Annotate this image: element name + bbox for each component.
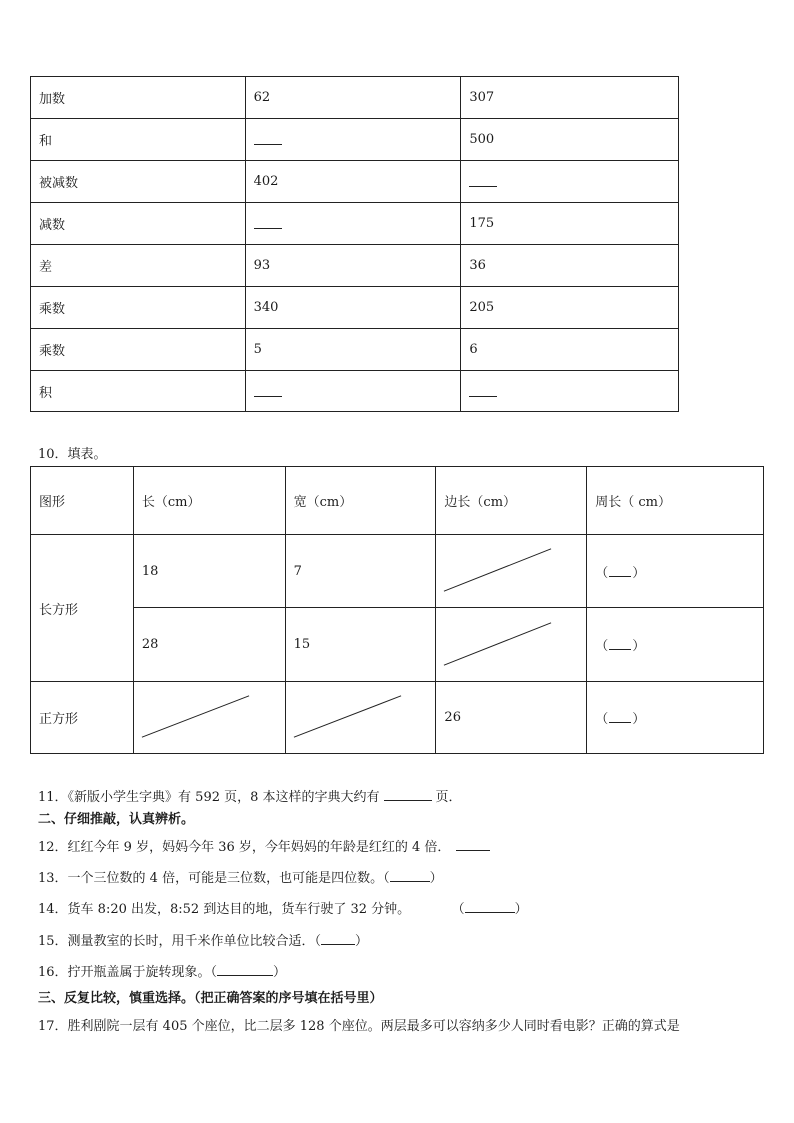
square-length-slash bbox=[133, 682, 285, 754]
q16 bbox=[38, 961, 286, 980]
calc-table-row bbox=[31, 287, 679, 329]
answer-blank[interactable] bbox=[461, 371, 679, 412]
header-length: 长（cm） bbox=[133, 467, 285, 535]
calc-table bbox=[30, 76, 679, 412]
answer-blank[interactable] bbox=[461, 161, 679, 203]
cell-value: 205 bbox=[461, 287, 679, 329]
row-label: 被减数 bbox=[31, 161, 246, 203]
calc-table-row bbox=[31, 371, 679, 412]
cell-value: 6 bbox=[461, 329, 679, 371]
q11-answer-blank[interactable] bbox=[384, 788, 432, 801]
row-label: 减数 bbox=[31, 203, 246, 245]
q17: 17．胜利剧院一层有 405 个座位，比二层多 128 个座位。两层最多可以容纳多少人同时看电影？正确的算式是 bbox=[38, 1019, 680, 1034]
section-3-heading: 三、反复比较，慎重选择。（把正确答案的序号填在括号里） bbox=[38, 991, 383, 1006]
cell-value: 340 bbox=[245, 287, 461, 329]
header-shape: 图形 bbox=[31, 467, 134, 535]
row-label: 乘数 bbox=[31, 329, 246, 371]
rect1-width: 7 bbox=[285, 535, 436, 608]
rect2-width: 15 bbox=[285, 608, 436, 682]
row-label: 乘数 bbox=[31, 287, 246, 329]
cell-value: 93 bbox=[245, 245, 461, 287]
q12-text: 12．红红今年 9 岁，妈妈今年 36 岁，今年妈妈的年龄是红红的 4 倍． bbox=[38, 840, 451, 855]
q13-paren-close: ） bbox=[429, 871, 443, 886]
q15-paren-close: ） bbox=[355, 934, 369, 949]
q15-text: 15．测量教室的长时，用千米作单位比较合适．（ bbox=[38, 934, 322, 949]
q13-text: 13．一个三位数的 4 倍，可能是三位数，也可能是四位数。（ bbox=[38, 871, 390, 886]
paren-close: ） bbox=[632, 639, 646, 654]
calc-table-row bbox=[31, 245, 679, 287]
rect1-length: 18 bbox=[133, 535, 285, 608]
answer-blank[interactable] bbox=[245, 203, 461, 245]
paren-open: （ bbox=[595, 639, 609, 654]
q11-text: 11．《新版小学生字典》有 592 页，8 本这样的字典大约有 bbox=[38, 790, 380, 805]
rect2-perimeter-blank[interactable] bbox=[587, 608, 764, 682]
header-perimeter: 周长（ cm） bbox=[587, 467, 764, 535]
q13 bbox=[38, 867, 443, 886]
q14 bbox=[38, 898, 528, 917]
header-width: 宽（cm） bbox=[285, 467, 436, 535]
rect1-side-slash bbox=[436, 535, 587, 608]
rect2-length: 28 bbox=[133, 608, 285, 682]
cell-value: 500 bbox=[461, 119, 679, 161]
section-2-heading: 二、仔细推敲，认真辨析。 bbox=[38, 812, 195, 827]
calc-table-row bbox=[31, 161, 679, 203]
row-label: 积 bbox=[31, 371, 246, 412]
paren-open: （ bbox=[595, 565, 609, 581]
cell-value: 36 bbox=[461, 245, 679, 287]
q14-answer-blank[interactable] bbox=[465, 900, 515, 913]
square-perimeter-blank[interactable] bbox=[587, 682, 764, 754]
rect1-perimeter-blank[interactable] bbox=[587, 535, 764, 608]
shape-table bbox=[30, 466, 764, 754]
paren-close: ） bbox=[632, 565, 646, 581]
row-label: 和 bbox=[31, 119, 246, 161]
paren-close: ） bbox=[632, 712, 646, 727]
rect2-side-slash bbox=[436, 608, 587, 682]
cell-value: 5 bbox=[245, 329, 461, 371]
q15-answer-blank[interactable] bbox=[321, 932, 355, 945]
q16-paren-close: ） bbox=[273, 965, 287, 980]
cell-value: 62 bbox=[245, 77, 461, 119]
answer-blank[interactable] bbox=[245, 371, 461, 412]
row-label: 加数 bbox=[31, 77, 246, 119]
calc-table-row bbox=[31, 77, 679, 119]
q12 bbox=[38, 836, 490, 855]
cell-value: 175 bbox=[461, 203, 679, 245]
q11 bbox=[38, 786, 462, 805]
q10-title: 10．填表。 bbox=[38, 447, 107, 462]
square-side: 26 bbox=[436, 682, 587, 754]
row-label: 差 bbox=[31, 245, 246, 287]
q16-text: 16．拧开瓶盖属于旋转现象。（ bbox=[38, 965, 218, 980]
q16-answer-blank[interactable] bbox=[217, 963, 273, 976]
q11-unit: 页． bbox=[435, 790, 462, 805]
square-label: 正方形 bbox=[31, 682, 134, 754]
q14-paren-close: ） bbox=[514, 902, 528, 917]
calc-table-row bbox=[31, 329, 679, 371]
calc-table-row bbox=[31, 203, 679, 245]
square-width-slash bbox=[285, 682, 436, 754]
rect-label: 长方形 bbox=[31, 535, 134, 682]
paren-open: （ bbox=[595, 712, 609, 727]
q14-paren-open: （ bbox=[458, 902, 465, 917]
answer-blank[interactable] bbox=[245, 119, 461, 161]
q15 bbox=[38, 930, 368, 949]
cell-value: 307 bbox=[461, 77, 679, 119]
q13-answer-blank[interactable] bbox=[390, 869, 430, 882]
calc-table-row bbox=[31, 119, 679, 161]
q14-text: 14．货车 8:20 出发，8:52 到达目的地，货车行驶了 32 分钟。 bbox=[38, 902, 411, 917]
header-side: 边长（cm） bbox=[436, 467, 587, 535]
q12-answer-blank[interactable] bbox=[456, 838, 490, 851]
cell-value: 402 bbox=[245, 161, 461, 203]
